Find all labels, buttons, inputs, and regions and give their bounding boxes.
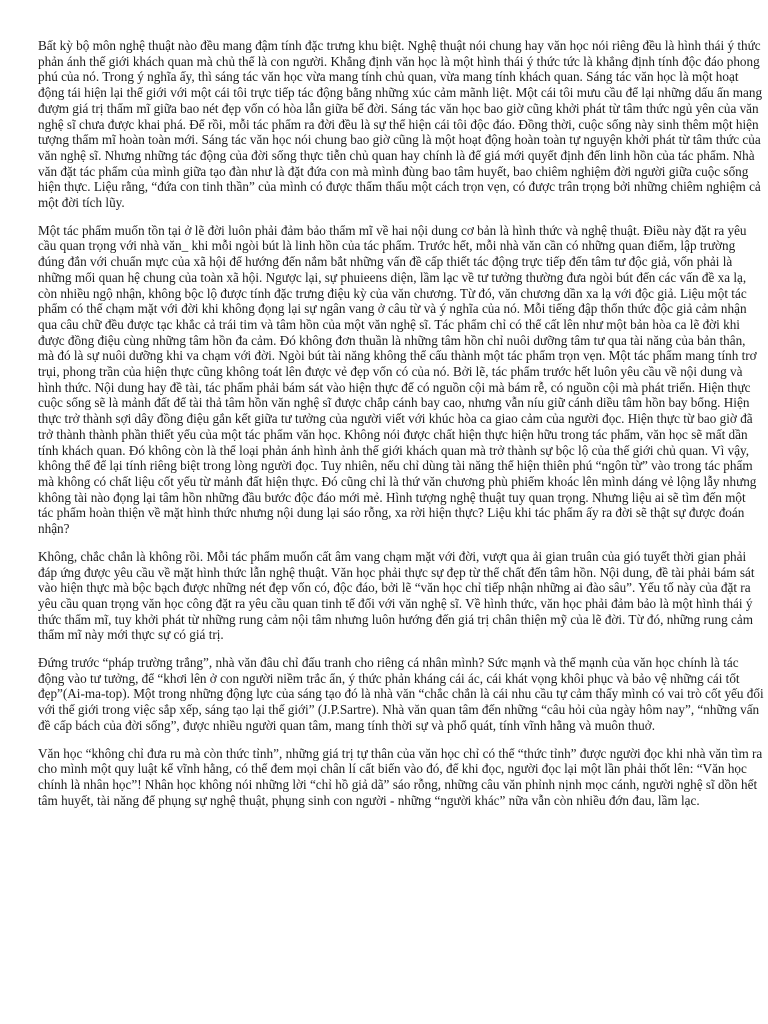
paragraph-2: Một tác phẩm muốn tồn tại ở lẽ đời luôn phải đảm bảo thẩm mĩ về hai nội dung cơ bản là hình thức và nghệ thuật. Điều này đặt ra yêu cầu quan trọng với nhà văn_ khi mỗi ngòi bút là linh hồn của tác phẩm. Trước hết, mỗi nhà văn cần có những quan điểm, lập trường đúng đắn với chuẩn mực của xã hội để hướng đến nắm bắt những vấn đề cấp thiết tác động trực tiếp đến tâm tư độc giả, vốn phải là những mối quan hệ chung của toàn xã hội. Ngược lại, sự phuieens diện, lầm lạc về tư tưởng thường đưa ngòi bút đến các vấn đề xa lạ, còn nhiều ngộ nhận, không bộc lộ được tính đặc trưng điệu kỳ của văn chương. Từ đó, văn chương dần xa lạ với độc giả. Liệu một tác phẩm có thể chạm mặt với đời khi không đọng lại sự ngân vang ở câu từ và ý nghĩa của nó. Mỗi tiếng đập thổn thức độc giả cảm nhận qua câu chữ đều được tạc khắc cả trái tim và tâm hồn của một văn nghệ sĩ. Tác phẩm chỉ có thể cất lên như một bản hòa ca lẽ đời khi được đồng điệu cùng những tâm hồn đa cảm. Đó không đơn thuần là những tâm hồn chỉ nuôi dưỡng tâm tư qua tài năng của bản thân, mà đó là sự nuôi dưỡng khi va chạm với đời. Ngòi bút tài năng không thể cấu thành một tác phẩm trọn vẹn. Một tác phẩm mang tính trơ trụi, phong trần của hiện thực cũng không toát lên được vẻ đẹp vốn có của nó. Bởi lẽ, tác phẩm trước hết luôn yêu cầu về nội dung và hình thức. Nội dung hay đề tài, tác phẩm phải bám sát vào hiện thực để có nguồn cội mà bám rễ, có nguồn cội mà phát triển. Hiện thực cuộc sống sẽ là mảnh đất để tài thả tâm hồn văn nghệ sĩ được chắp cánh bay cao, nhưng vẫn níu giữ cánh diều tâm hồn bay bổng. Hiện thực trở thành sợi dây đồng điệu gắn kết giữa tư tưởng của người viết với khúc hòa ca giao cảm của người đọc. Hiện thực từ bao giờ đã trở thành thành phần thiết yếu của một tác phẩm văn học. Không nói được chất hiện thực hiện hữu trong tác phẩm, văn học sẽ mất dần tính khách quan. Đó không còn là thể loại phản ánh hình ảnh thế giới khách quan mà trở thành sự bộc lộ của thế giới chủ quan. Vì vậy, không thể để lại tính riêng biệt trong lòng người đọc. Tuy nhiên, nếu chỉ dùng tài năng thể hiện thiên phú “ngôn từ” vào trong tác phẩm mà không có chất liệu cốt yếu từ mảnh đất hiện thực. Đó cũng chỉ là thứ văn chương phù phiếm khoác lên mình dáng vẻ lộng lẫy nhưng không tài nào đọng lại tâm hồn những đầu bước độc đáo mới mẻ. Hình tượng nghệ thuật tuy quan trọng. Nhưng liệu ai sẽ tìm đến một tác phẩm hoàn thiện về mặt hình thức nhưng nội dung lại sáo rỗng, xa rời hiện thực? Liệu khi tác phẩm ấy ra đời sẽ thật sự được đoán nhận?	[38, 222, 757, 537]
paragraph-5: Văn học “không chỉ đưa ru mà còn thức tỉnh”, những giá trị tự thân của văn học chỉ có thể “thức tỉnh” được người đọc khi nhà văn tìm ra cho mình một quy luật kể vĩnh hằng, có thể đem mọi chân lí cất biến vào đó, để khi đọc, người đọc lại một lần phải thốt lên: “Văn học chính là nhân học”! Nhân học không nói những lời “chỉ hồ giả dã” sáo rỗng, những câu văn phỉnh nịnh mọc cánh, người nghệ sĩ dồn hết tâm huyết, tài năng để phụng sự nghệ thuật, phụng sinh con người - những “người khác” nữa vẫn còn nhiều đớn đau, lầm lạc.	[38, 745, 763, 808]
paragraph-4: Đứng trước “pháp trường trắng”, nhà văn đâu chỉ đấu tranh cho riêng cá nhân mình? Sức mạnh và thế mạnh của văn học chính là tác động vào tư tưởng, để “khơi lên ở con người niềm trắc ẩn, ý thức phản kháng cái ác, cái khát vọng khôi phục và bảo vệ những cái tốt đẹp”(Ai-ma-top). Một trong những động lực của sáng tạo đó là nhà văn “chắc chắn là cái nhu cầu tự cảm thấy mình có vai trò cốt yếu đối với thế giới trong việc sắp xếp, sáng tạo lại thế giới” (J.P.Sartre). Nhà văn quan tâm đến những “câu hỏi của ngày hôm nay”, “những vấn đề cấp bách của đời sống”, được nhiều người quan tâm, mang tính thời sự và phổ quát, tính vĩnh hằng và muôn thuở.	[38, 655, 764, 733]
paragraph-3: Không, chắc chắn là không rồi. Mỗi tác phẩm muốn cất âm vang chạm mặt với đời, vượt qua ải gian truân của gió tuyết thời gian phải đáp ứng được yêu cầu về mặt hình thức lẫn nghệ thuật. Văn học phải thực sự đẹp từ thể chất đến tâm hồn. Nội dung, đề tài phải bám sát vào hiện thực mà bộc bạch được những nét đẹp vốn có, độc đáo, bởi lẽ “văn học chỉ tiếp nhận những ai đào sâu”. Yếu tố này của đặt ra yêu cầu quan trọng văn học công đặt ra yêu cầu quan tinh tế đối với văn nghệ sĩ. Về hình thức, văn học phải đảm bảo là một hình thái ý thức thẩm mĩ, tuy khởi phát từ những rung cảm nội tâm nhưng luôn hướng đến giá trị chân thiện mỹ của lẽ đời. Từ đó, những rung cảm thẩm mĩ này mới thực sự có giá trị.	[38, 548, 755, 643]
paragraph-1: Bất kỳ bộ môn nghệ thuật nào đều mang đậm tính đặc trưng khu biệt. Nghệ thuật nói chung hay văn học nói riêng đều là hình thái ý thức phản ánh thế giới khách quan mà chủ thể là con người. Khẳng định văn học là một hình thái ý thức tức là khẳng định tính độc đáo phong phú của nó. Trong ý nghĩa ấy, thì sáng tác văn học vừa mang tính chủ quan, vừa mang tính khách quan. Sáng tác văn học là một hoạt động tái hiện lại thế giới với một cái tôi trực tiếp tác động bằng những xúc cảm mãnh liệt. Một cái tôi mưu cầu để lại những dấu ấn mang đượm giá trị thẩm mĩ giữa bao nét đẹp vốn có hòa lẫn giữa bể đời. Sáng tác văn học bao giờ cũng khởi phát từ tâm thức ngủ yên của văn nghệ sĩ chưa được khai phá. Để rồi, mỗi tác phẩm ra đời đều là sự thể hiện cái tôi độc đáo. Đồng thời, cuộc sống này sinh thêm một hiện tượng thẩm mĩ hoàn toàn mới. Sáng tác văn học nói chung bao giờ cũng là một hoạt động hoàn toàn tự nguyện khởi phát từ tâm thức của văn nghệ sĩ. Nhưng những tác động của đời sống thực tiễn chủ quan hay chính là để giá mới quyết định đến linh hồn của tác phẩm. Nhà văn đặt tác phẩm của mình giữa tạo đàn như là đặt đứa con mà mình đùng bao tâm huyết, bao chiêm nghiệm đời người giữa cuộc sống hiện thực. Liệu rằng, “đứa con tinh thần” của mình có được thẩm thấu một cách trọn vẹn, có được trân trọng bởi những chiêm nghiệm cả một đời tích lũy.	[38, 38, 763, 211]
document-page	[38, 38, 764, 1018]
